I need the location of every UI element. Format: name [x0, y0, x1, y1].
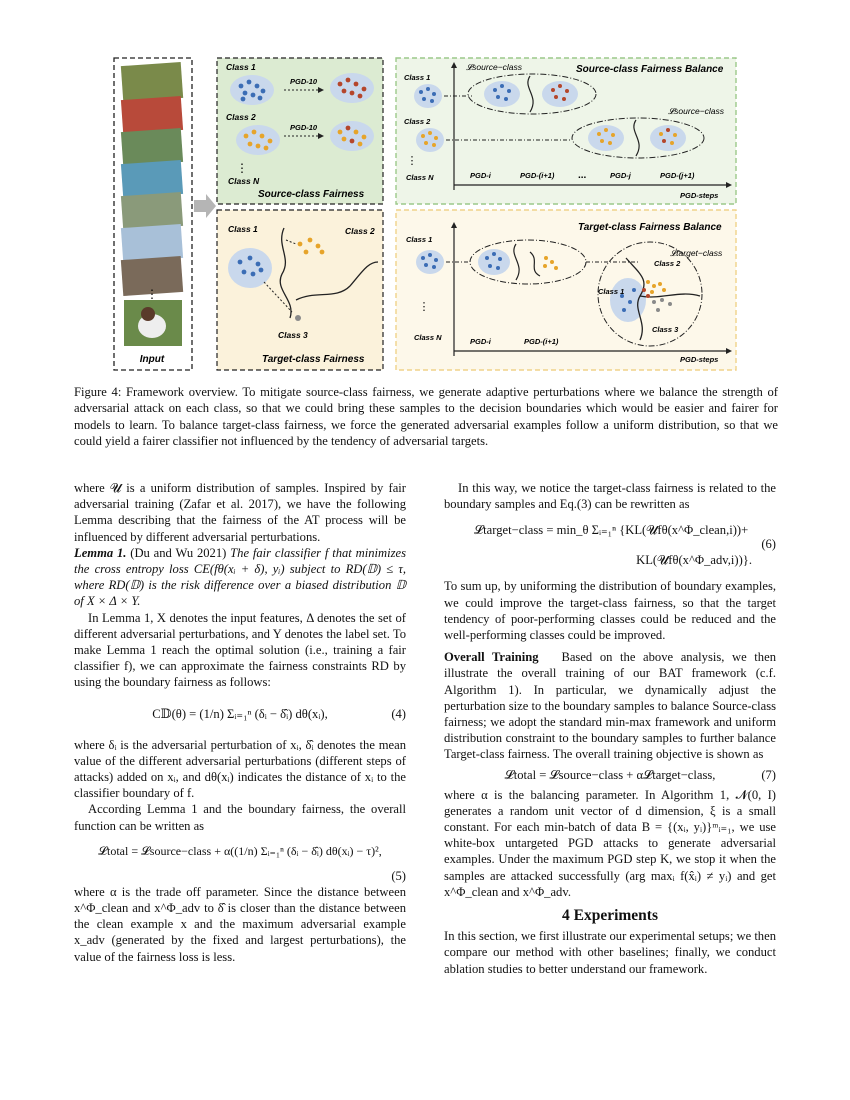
paragraph: where α is the trade off parameter. Since the distance between x^Φ_clean and x^Φ_adv to δ̂ is closer than the distance between the clean example x and the maximum adversarial example x_adv (generated by the fixed and largest perturbations), the value of the fairness loss is less. [74, 884, 406, 964]
equation-5-number: (5) [391, 868, 406, 883]
figure-caption: Figure 4: Framework overview. To mitigate source-class fairness, we generate adaptive perturbations where we balance the strength of adversarial attack on each class, so that we could bring these samples to the decision boundaries which would be easier and fairer for models to learn. To balance target-class fairness, we force the generated adversarial examples follow a uniform distribution, so that we could yield a fairer classifier not influenced by the tendency of adversarial targets. [74, 385, 778, 449]
equation-6 [444, 514, 776, 576]
equation-5 [74, 834, 406, 868]
equation-6-line2: KL(𝓤fθ(x^Φ_adv,i))}. [636, 553, 752, 568]
sb-tick-1: PGD-(i+1) [520, 171, 555, 180]
sb-class1-label: Class 1 [404, 73, 431, 82]
tb-title: Target-class Fairness Balance [578, 222, 722, 233]
input-label: Input [139, 354, 165, 365]
paragraph: where δᵢ is the adversarial perturbation of xᵢ, δ̂ᵢ denotes the mean value of the different adversarial perturbations (different steps of attacks) added on xᵢ, and dθ(xᵢ) indicates the distance of xᵢ to the classifier boundary of f. [74, 737, 406, 801]
paragraph: In Lemma 1, X denotes the input features, Δ denotes the set of different adversarial perturbations, and Y denotes the label set. To make Lemma 1 reach the optimal solution (i.e., training a fair classifier f), we can approximate the fairness constraints RD by using the boundary fairness as follows: [74, 610, 406, 690]
equation-4-body: C𝔻(θ) = (1/n) Σᵢ₌₁ⁿ (δᵢ − δ̂ᵢ) dθ(xᵢ), [152, 706, 328, 721]
sb-loss2: 𝓛source−class [668, 106, 725, 116]
paragraph: where α is the balancing parameter. In Algorithm 1, 𝓝(0, I) generates a random unit vector of d dimension, ξ is a small constant. For each min-batch of data B = {(xᵢ, yᵢ)}ᵐᵢ₌₁, we use white-box untargeted PGD attacks to generate adversarial examples. Under the maximum PGD step K, we stop it when the samples are attacked successfully (arg maxᵢ f(x̂ᵢ) ≠ yᵢ) and get x^Φ_clean and x^Φ_adv. [444, 787, 776, 899]
sb-tick-2: ... [578, 170, 587, 181]
source-balance-panel [396, 58, 736, 204]
tb-ellipsis: ⋮ [418, 301, 430, 313]
paragraph: In this way, we notice the target-class fairness is related to the boundary samples and Eq.(3) can be rewritten as [444, 481, 776, 512]
tb-xlabel: PGD-steps [680, 355, 719, 364]
sf-pgd1-label: PGD-10 [290, 77, 318, 86]
sf-pgd2-label: PGD-10 [290, 123, 318, 132]
equation-4-number: (4) [391, 706, 406, 721]
equation-6-number: (6) [761, 537, 776, 552]
paragraph: where 𝓤 is a uniform distribution of samples. Inspired by fair adversarial training (Zafar et al. 2017), we have the following Lemma describing that the fairness of the AT process will be influenced by different adversarial perturbations. [74, 481, 406, 544]
paragraph: According Lemma 1 and the boundary fairness, the overall function can be written as [74, 802, 406, 833]
sb-tick-0: PGD-i [470, 171, 491, 180]
sf-class2-adv-blob [330, 121, 374, 151]
tf-class3-dot [295, 315, 301, 321]
sb-ellipsis: ⋮ [406, 155, 418, 167]
tf-class1-label: Class 1 [228, 224, 258, 234]
sf-classN-label: Class N [228, 176, 260, 186]
lemma-cite: (Du and Wu 2021) [130, 545, 227, 560]
tb-classN-label: Class N [414, 333, 442, 342]
overall-training-body: Based on the above analysis, we then illustrate the overall training of our BAT framework (c.f. Algorithm 1). In particular, we dynamically adjust the perturbation size to the boundary samples to balance Source-class fairness; we adopt the standard min-max framework and uniform distribution constraint to the boundary samples to further balance Target-class fairness. The overall training objective is shown as [444, 650, 776, 762]
sb-title: Source-class Fairness Balance [576, 64, 724, 75]
sf-class2-blob [236, 125, 280, 155]
tf-class1-blob [228, 248, 272, 288]
sb-class2-label: Class 2 [404, 117, 431, 126]
left-column [74, 480, 406, 965]
tb-loss: 𝓛target−class [670, 248, 723, 258]
sb-tick-3: PGD-j [610, 171, 631, 180]
equation-5-body: 𝓛total = 𝓛source−class + α((1/n) Σᵢ₌₁ⁿ (δᵢ − δ̂ᵢ) dθ(xᵢ) − τ)², [98, 843, 382, 858]
right-column [444, 480, 776, 977]
flow-arrow [194, 194, 216, 218]
equation-6-line1: 𝓛target−class = min_θ Σᵢ₌₁ⁿ {KL(𝓤fθ(x^Φ_clean,i))+ [474, 523, 749, 538]
tf-title: Target-class Fairness [262, 354, 365, 365]
equation-7-number: (7) [761, 767, 776, 782]
sb-tick-4: PGD-(j+1) [660, 171, 695, 180]
equation-7-body: 𝓛total = 𝓛source−class + α𝓛target−class, [504, 767, 716, 782]
tb-class1-label: Class 1 [406, 235, 433, 244]
equation-7 [444, 763, 776, 787]
lemma-title: Lemma 1. [74, 545, 127, 560]
lemma-body: The fair classifier f that minimizes the cross entropy loss CE(fθ(xᵢ + δ), yᵢ) subject to RD(𝔻) ≤ τ, where RD(𝔻) is the risk difference over a biased distribution 𝔻 of X × Δ × Y. [74, 545, 406, 609]
sf-title: Source-class Fairness [258, 189, 365, 200]
sf-class1-blob [230, 75, 274, 105]
tb-tick-0: PGD-i [470, 337, 491, 346]
tf-class2-label: Class 2 [345, 226, 375, 236]
sb-xlabel: PGD-steps [680, 191, 719, 200]
tb-zoom-class2: Class 2 [654, 259, 681, 268]
overall-training [444, 649, 776, 762]
input-ellipsis: ⋮ [146, 287, 158, 301]
section-title: 4 Experiments [561, 907, 658, 925]
lemma [74, 545, 406, 610]
sb-loss1: 𝓛source−class [466, 62, 523, 72]
sf-class1-adv-blob [330, 73, 374, 103]
tb-zoom-class1: Class 1 [598, 287, 625, 296]
overall-training-title: Overall Training [444, 650, 539, 665]
sb-classN-label: Class N [406, 173, 434, 182]
input-images [121, 62, 183, 346]
sf-class2-label: Class 2 [226, 112, 256, 122]
tb-zoom-class3: Class 3 [652, 325, 679, 334]
equation-4 [74, 691, 406, 737]
target-balance-panel [396, 210, 736, 370]
framework-figure [0, 0, 850, 380]
tb-tick-1: PGD-(i+1) [524, 337, 559, 346]
tf-class3-label: Class 3 [278, 330, 308, 340]
sf-ellipsis: ⋮ [236, 161, 248, 175]
sf-class1-label: Class 1 [226, 62, 256, 72]
paragraph: To sum up, by uniforming the distribution of boundary examples, we could improve the target-class fairness, so that the target tendency of poor-performing classes could be reduced and the well-performing classes could be improved. [444, 579, 776, 643]
paragraph: In this section, we first illustrate our experimental setups; we then compare our method with other baselines; finally, we conduct ablation studies to better understand our framework. [444, 929, 776, 976]
